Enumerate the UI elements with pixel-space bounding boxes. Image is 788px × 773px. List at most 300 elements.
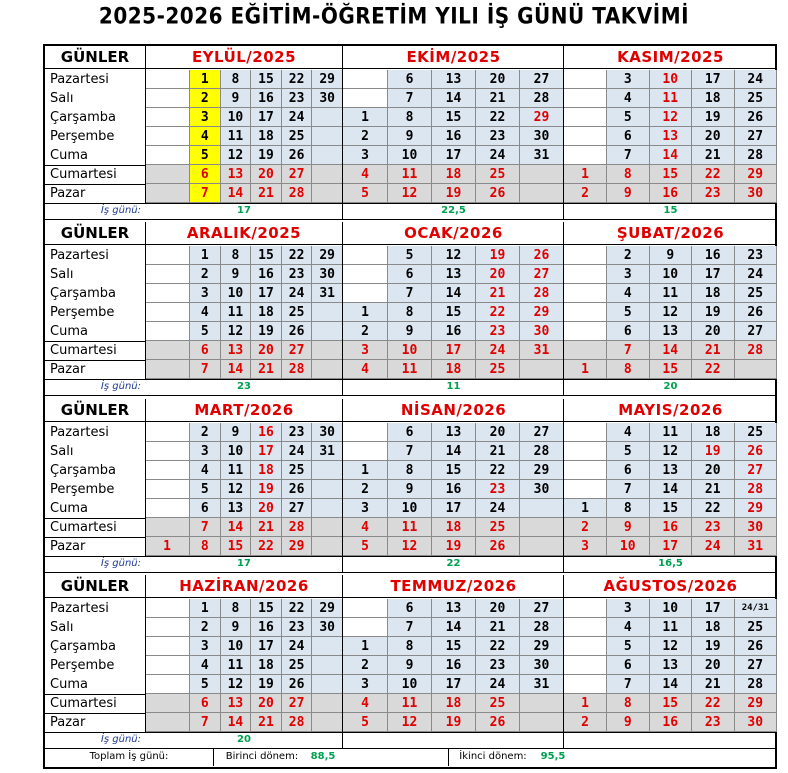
day-number: 7 — [607, 341, 650, 360]
day-number: 15 — [251, 70, 282, 89]
day-number: 26 — [282, 480, 313, 499]
day-number: 30 — [520, 322, 564, 341]
day-label: Salı — [50, 620, 74, 635]
day-number: 12 — [221, 675, 252, 694]
day-number: 8 — [607, 694, 650, 713]
day-number: 2 — [343, 480, 388, 499]
day-number: 7 — [607, 146, 650, 165]
day-number: 14 — [432, 284, 476, 303]
day-number: 5 — [607, 442, 650, 461]
day-number: 1 — [343, 303, 388, 322]
grid-line — [213, 748, 214, 766]
day-number: 20 — [692, 127, 735, 146]
day-number: 14 — [221, 184, 252, 203]
grid-line — [342, 46, 343, 219]
day-number: 8 — [388, 108, 432, 127]
day-number: 22 — [476, 637, 520, 656]
day-number: 29 — [735, 165, 778, 184]
day-number: 3 — [607, 70, 650, 89]
day-number: 22 — [692, 694, 735, 713]
day-number: 9 — [388, 127, 432, 146]
day-number: 29 — [735, 499, 778, 518]
day-number: 4 — [607, 89, 650, 108]
day-number: 24 — [476, 675, 520, 694]
empty-day — [145, 165, 190, 184]
day-number: 2 — [343, 127, 388, 146]
day-number: 13 — [221, 341, 252, 360]
empty-day — [564, 656, 607, 675]
grid-line — [145, 222, 146, 379]
day-number: 8 — [607, 499, 650, 518]
day-number: 2 — [564, 518, 607, 537]
day-number: 8 — [221, 599, 252, 618]
is-gunu-value: 11 — [446, 381, 461, 392]
day-number: 11 — [650, 89, 693, 108]
empty-day — [312, 480, 343, 499]
day-number: 15 — [432, 108, 476, 127]
day-number: 18 — [692, 284, 735, 303]
empty-day — [145, 360, 190, 379]
day-number: 23 — [282, 89, 313, 108]
day-number: 30 — [312, 265, 343, 284]
day-number: 3 — [343, 146, 388, 165]
day-number: 26 — [476, 184, 520, 203]
day-number: 26 — [520, 246, 564, 265]
day-number: 15 — [251, 599, 282, 618]
empty-day — [312, 146, 343, 165]
day-number: 13 — [650, 322, 693, 341]
day-label: Perşembe — [50, 305, 115, 320]
day-number: 4 — [607, 618, 650, 637]
day-number: 2 — [190, 89, 221, 108]
is-gunu-label: İş günü: — [100, 558, 141, 569]
day-number: 16 — [650, 184, 693, 203]
day-number: 11 — [221, 303, 252, 322]
empty-day — [312, 184, 343, 203]
empty-day — [312, 461, 343, 480]
grid-line — [145, 399, 146, 556]
day-number: 29 — [520, 461, 564, 480]
day-number: 27 — [520, 265, 564, 284]
day-number: 16 — [650, 713, 693, 732]
day-number: 11 — [388, 360, 432, 379]
day-number: 6 — [388, 70, 432, 89]
grid-line — [563, 575, 564, 748]
day-number: 6 — [388, 599, 432, 618]
day-number: 4 — [343, 518, 388, 537]
day-number: 30 — [735, 184, 778, 203]
day-number: 13 — [221, 165, 252, 184]
day-number: 20 — [476, 599, 520, 618]
grid-line — [45, 537, 145, 538]
day-number: 3 — [607, 265, 650, 284]
day-number: 6 — [607, 322, 650, 341]
empty-day — [145, 146, 190, 165]
day-number: 10 — [221, 284, 252, 303]
empty-day — [343, 265, 388, 284]
day-number: 12 — [650, 442, 693, 461]
empty-day — [145, 70, 190, 89]
day-number: 13 — [221, 499, 252, 518]
day-number: 2 — [607, 246, 650, 265]
empty-day — [312, 694, 343, 713]
day-number: 2 — [564, 184, 607, 203]
day-number: 14 — [432, 89, 476, 108]
day-number: 3 — [190, 284, 221, 303]
empty-day — [564, 70, 607, 89]
day-number: 19 — [692, 637, 735, 656]
day-number: 20 — [692, 656, 735, 675]
day-number: 6 — [190, 694, 221, 713]
is-gunu-value: 22,5 — [441, 205, 466, 216]
empty-day — [564, 265, 607, 284]
day-number: 3 — [190, 108, 221, 127]
day-number: 27 — [282, 341, 313, 360]
day-number: 2 — [343, 322, 388, 341]
day-label: Çarşamba — [50, 463, 117, 478]
grid-line — [45, 694, 145, 695]
day-label: Pazar — [50, 186, 86, 201]
day-label: Pazar — [50, 539, 86, 554]
day-number: 12 — [388, 713, 432, 732]
day-number: 26 — [735, 442, 778, 461]
day-number: 12 — [432, 246, 476, 265]
day-number: 29 — [312, 246, 343, 265]
day-number: 1 — [343, 461, 388, 480]
month-header: OCAK/2026 — [404, 223, 503, 242]
day-label: Pazartesi — [50, 601, 109, 616]
empty-day — [145, 89, 190, 108]
is-gunu-value: 17 — [237, 558, 251, 569]
day-number: 23 — [692, 184, 735, 203]
grid-line — [45, 341, 145, 342]
day-number: 5 — [607, 303, 650, 322]
day-number: 22 — [476, 108, 520, 127]
grid-line — [45, 732, 775, 733]
empty-day — [312, 303, 343, 322]
grid-line — [45, 184, 145, 185]
grid-line — [563, 399, 564, 572]
day-number: 24 — [692, 537, 735, 556]
day-number: 25 — [282, 303, 313, 322]
empty-day — [564, 303, 607, 322]
day-number: 28 — [282, 713, 313, 732]
day-label: Perşembe — [50, 658, 115, 673]
day-number: 4 — [190, 303, 221, 322]
day-number: 7 — [190, 184, 221, 203]
day-number: 5 — [343, 537, 388, 556]
day-number: 16 — [432, 480, 476, 499]
day-number: 29 — [520, 303, 564, 322]
day-number: 2 — [564, 713, 607, 732]
day-number: 13 — [432, 265, 476, 284]
day-label: Perşembe — [50, 129, 115, 144]
day-number: 21 — [692, 480, 735, 499]
day-label: Cumartesi — [50, 696, 117, 711]
day-number: 21 — [476, 89, 520, 108]
day-number: 2 — [190, 423, 221, 442]
empty-day — [564, 341, 607, 360]
empty-day — [145, 284, 190, 303]
day-number: 21 — [251, 184, 282, 203]
day-number: 17 — [432, 499, 476, 518]
day-number: 7 — [388, 442, 432, 461]
day-number: 23 — [692, 518, 735, 537]
day-label: Cuma — [50, 324, 88, 339]
day-number: 28 — [520, 442, 564, 461]
day-number: 26 — [735, 108, 778, 127]
day-number: 17 — [650, 537, 693, 556]
day-label: Salı — [50, 444, 74, 459]
day-number: 4 — [190, 461, 221, 480]
empty-day — [735, 360, 778, 379]
day-number: 7 — [388, 618, 432, 637]
day-number: 1 — [190, 70, 221, 89]
empty-day — [312, 127, 343, 146]
day-number: 30 — [312, 89, 343, 108]
day-number: 14 — [650, 480, 693, 499]
grid-line — [45, 165, 145, 166]
empty-day — [564, 461, 607, 480]
day-number: 8 — [607, 360, 650, 379]
day-number: 16 — [432, 127, 476, 146]
empty-day — [343, 618, 388, 637]
day-number: 6 — [388, 423, 432, 442]
grid-line — [45, 244, 775, 245]
day-number: 17 — [432, 341, 476, 360]
empty-day — [145, 499, 190, 518]
day-number: 17 — [251, 284, 282, 303]
day-number: 16 — [251, 423, 282, 442]
empty-day — [312, 713, 343, 732]
day-label: Cumartesi — [50, 167, 117, 182]
month-header: HAZİRAN/2026 — [179, 576, 309, 595]
day-label: Salı — [50, 91, 74, 106]
month-header: ŞUBAT/2026 — [616, 223, 725, 242]
empty-day — [520, 499, 564, 518]
day-number: 30 — [520, 480, 564, 499]
day-number: 30 — [520, 656, 564, 675]
day-number: 24 — [735, 265, 778, 284]
day-number: 20 — [692, 461, 735, 480]
day-number: 15 — [432, 461, 476, 480]
month-header: KASIM/2025 — [617, 47, 724, 66]
day-number: 28 — [735, 675, 778, 694]
empty-day — [520, 694, 564, 713]
day-number: 4 — [190, 656, 221, 675]
day-number: 12 — [650, 108, 693, 127]
day-number: 10 — [221, 108, 252, 127]
day-number: 14 — [221, 713, 252, 732]
grid-line — [45, 203, 775, 204]
gunler-header: GÜNLER — [60, 223, 130, 242]
day-number: 21 — [476, 284, 520, 303]
grid-line — [45, 360, 145, 361]
day-number: 9 — [607, 518, 650, 537]
month-header: EKİM/2025 — [406, 47, 501, 66]
day-number: 24 — [476, 341, 520, 360]
day-number: 1 — [190, 246, 221, 265]
empty-day — [564, 246, 607, 265]
day-label: Pazar — [50, 362, 86, 377]
is-gunu-value: 15 — [663, 205, 678, 216]
month-header: ARALIK/2025 — [186, 223, 302, 242]
day-number: 10 — [650, 599, 693, 618]
day-number: 28 — [520, 618, 564, 637]
day-number: 6 — [190, 165, 221, 184]
day-number: 4 — [343, 694, 388, 713]
grid-line — [563, 222, 564, 395]
is-gunu-value: 20 — [663, 381, 678, 392]
empty-day — [520, 713, 564, 732]
day-number: 18 — [432, 518, 476, 537]
day-number: 17 — [692, 265, 735, 284]
day-number: 11 — [221, 127, 252, 146]
day-number: 7 — [388, 284, 432, 303]
day-number: 2 — [190, 618, 221, 637]
day-number: 16 — [432, 322, 476, 341]
month-header: TEMMUZ/2026 — [390, 576, 517, 595]
day-number: 19 — [251, 322, 282, 341]
day-number: 22 — [282, 599, 313, 618]
day-number: 24 — [282, 284, 313, 303]
day-number: 21 — [476, 442, 520, 461]
day-number: 18 — [432, 694, 476, 713]
empty-day — [564, 480, 607, 499]
day-number: 27 — [735, 127, 778, 146]
day-number: 19 — [692, 303, 735, 322]
empty-day — [564, 637, 607, 656]
day-number: 20 — [251, 165, 282, 184]
day-number: 15 — [650, 360, 693, 379]
day-number: 12 — [221, 480, 252, 499]
empty-day — [564, 442, 607, 461]
day-number: 25 — [735, 618, 778, 637]
day-number: 14 — [221, 360, 252, 379]
is-gunu-label: İş günü: — [100, 205, 141, 216]
empty-day — [145, 341, 190, 360]
day-number: 8 — [607, 165, 650, 184]
day-number: 24 — [282, 442, 313, 461]
day-number: 29 — [520, 108, 564, 127]
day-number: 19 — [432, 537, 476, 556]
day-number: 21 — [251, 713, 282, 732]
day-number: 3 — [607, 599, 650, 618]
day-number: 25 — [735, 423, 778, 442]
day-number: 3 — [343, 499, 388, 518]
is-gunu-value: 20 — [237, 734, 251, 745]
day-label: Çarşamba — [50, 286, 117, 301]
day-number: 1 — [564, 499, 607, 518]
day-number: 3 — [343, 341, 388, 360]
day-number: 7 — [388, 89, 432, 108]
day-number: 25 — [282, 127, 313, 146]
total-label: Toplam İş günü: — [89, 751, 169, 762]
day-number: 18 — [432, 165, 476, 184]
empty-day — [145, 442, 190, 461]
empty-day — [343, 246, 388, 265]
day-number: 7 — [607, 675, 650, 694]
day-number: 14 — [650, 146, 693, 165]
day-number: 9 — [650, 246, 693, 265]
day-number: 23 — [476, 480, 520, 499]
day-number: 3 — [343, 675, 388, 694]
day-number: 29 — [735, 694, 778, 713]
empty-day — [520, 360, 564, 379]
day-number: 27 — [735, 322, 778, 341]
day-number: 18 — [692, 618, 735, 637]
day-number: 4 — [190, 127, 221, 146]
day-number: 5 — [343, 184, 388, 203]
empty-day — [520, 537, 564, 556]
day-number: 12 — [221, 322, 252, 341]
day-number: 11 — [221, 461, 252, 480]
grid-line — [145, 46, 146, 203]
day-number: 19 — [432, 184, 476, 203]
grid-line — [45, 379, 775, 380]
day-number: 17 — [251, 637, 282, 656]
day-number: 11 — [650, 618, 693, 637]
empty-day — [564, 89, 607, 108]
day-number: 27 — [282, 694, 313, 713]
day-number: 15 — [251, 246, 282, 265]
month-header: EYLÜL/2025 — [191, 47, 297, 66]
day-number: 5 — [607, 108, 650, 127]
day-number: 8 — [388, 637, 432, 656]
grid-line — [45, 219, 775, 220]
day-label: Cuma — [50, 677, 88, 692]
day-number: 29 — [312, 70, 343, 89]
day-number: 8 — [221, 70, 252, 89]
empty-day — [564, 423, 607, 442]
empty-day — [520, 165, 564, 184]
day-number: 13 — [432, 423, 476, 442]
day-number: 9 — [221, 423, 252, 442]
day-label: Pazartesi — [50, 248, 109, 263]
day-number: 18 — [251, 127, 282, 146]
day-number: 26 — [476, 713, 520, 732]
grid-line — [448, 748, 449, 766]
day-label: Pazartesi — [50, 425, 109, 440]
day-number: 22 — [692, 360, 735, 379]
day-label: Salı — [50, 267, 74, 282]
day-label: Cuma — [50, 501, 88, 516]
day-number: 22 — [282, 70, 313, 89]
day-number: 9 — [221, 89, 252, 108]
day-number: 30 — [520, 127, 564, 146]
is-gunu-value — [343, 732, 564, 748]
day-number: 22 — [692, 165, 735, 184]
day-number: 16 — [432, 656, 476, 675]
day-label: Cuma — [50, 148, 88, 163]
day-number: 20 — [251, 341, 282, 360]
day-number: 14 — [432, 442, 476, 461]
day-number: 6 — [607, 656, 650, 675]
empty-day — [145, 618, 190, 637]
day-number: 25 — [282, 461, 313, 480]
grid-line — [45, 572, 775, 573]
day-number: 28 — [520, 89, 564, 108]
day-number: 12 — [650, 303, 693, 322]
day-number: 10 — [650, 70, 693, 89]
empty-day — [520, 518, 564, 537]
day-number: 18 — [251, 461, 282, 480]
day-number: 23 — [476, 656, 520, 675]
is-gunu-label: İş günü: — [100, 734, 141, 745]
day-number: 1 — [564, 360, 607, 379]
day-number: 1 — [343, 108, 388, 127]
day-number: 25 — [476, 360, 520, 379]
